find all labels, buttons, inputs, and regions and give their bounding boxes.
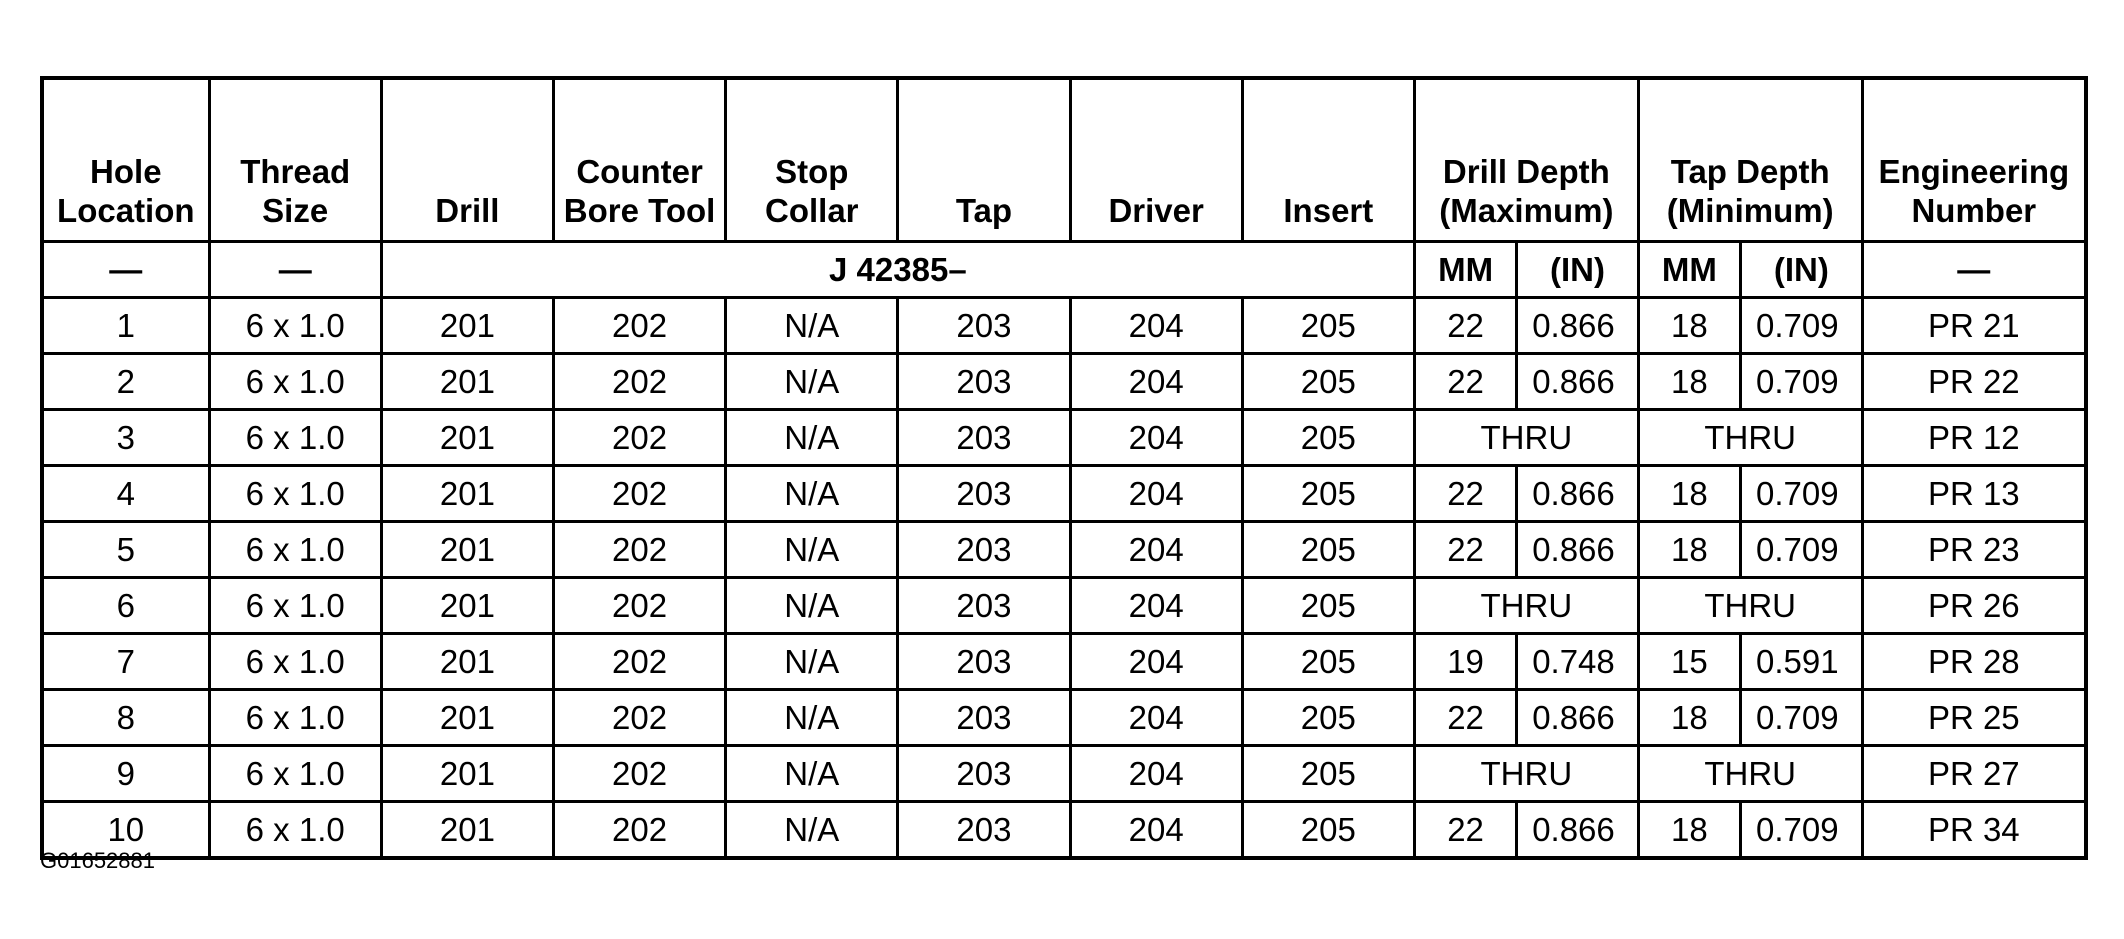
unit-thread-size: — [209, 242, 381, 298]
cell-driver: 204 [1070, 690, 1242, 746]
cell-tap-depth-in: 0.709 [1741, 690, 1863, 746]
table-row [42, 410, 2086, 466]
cell-insert: 205 [1242, 746, 1414, 802]
cell-hole-location: 5 [42, 522, 209, 578]
cell-tap-depth-mm: 18 [1638, 466, 1740, 522]
figure-id: G01652881 [40, 848, 155, 873]
cell-tap-depth-mm: 18 [1638, 354, 1740, 410]
cell-counter-bore-tool: 202 [553, 802, 725, 859]
cell-stop-collar: N/A [726, 746, 898, 802]
cell-tap-depth-thru: THRU [1638, 578, 1862, 634]
cell-tap: 203 [898, 634, 1070, 690]
cell-drill-depth-in: 0.866 [1517, 690, 1639, 746]
table-row [42, 802, 2086, 859]
cell-insert: 205 [1242, 578, 1414, 634]
cell-engineering-number: PR 28 [1862, 634, 2086, 690]
cell-hole-location: 6 [42, 578, 209, 634]
cell-counter-bore-tool: 202 [553, 690, 725, 746]
cell-counter-bore-tool: 202 [553, 578, 725, 634]
cell-drill-depth-in: 0.866 [1517, 522, 1639, 578]
cell-thread-size: 6 x 1.0 [209, 410, 381, 466]
cell-drill-depth-mm: 22 [1414, 802, 1516, 859]
cell-drill: 201 [381, 578, 553, 634]
table-row [42, 746, 2086, 802]
header-row [42, 78, 2086, 242]
cell-tap-depth-in: 0.709 [1741, 354, 1863, 410]
cell-insert: 205 [1242, 298, 1414, 354]
cell-drill-depth-in: 0.748 [1517, 634, 1639, 690]
header-counter-bore-tool: Counter Bore Tool [553, 78, 725, 242]
cell-engineering-number: PR 23 [1862, 522, 2086, 578]
cell-tap: 203 [898, 354, 1070, 410]
tool-number-prefix: J 42385– [381, 242, 1414, 298]
table-row [42, 634, 2086, 690]
table-row [42, 298, 2086, 354]
cell-tap-depth-mm: 15 [1638, 634, 1740, 690]
cell-stop-collar: N/A [726, 354, 898, 410]
unit-row [42, 242, 2086, 298]
unit-drill-in: (IN) [1517, 242, 1639, 298]
cell-tap: 203 [898, 746, 1070, 802]
cell-counter-bore-tool: 202 [553, 746, 725, 802]
cell-tap-depth-mm: 18 [1638, 298, 1740, 354]
cell-tap: 203 [898, 410, 1070, 466]
cell-drill-depth-mm: 22 [1414, 690, 1516, 746]
cell-tap-depth-in: 0.709 [1741, 466, 1863, 522]
header-insert: Insert [1242, 78, 1414, 242]
cell-tap-depth-in: 0.709 [1741, 298, 1863, 354]
header-drill-depth: Drill Depth (Maximum) [1414, 78, 1638, 242]
cell-tap-depth-in: 0.591 [1741, 634, 1863, 690]
cell-engineering-number: PR 21 [1862, 298, 2086, 354]
cell-engineering-number: PR 26 [1862, 578, 2086, 634]
cell-hole-location: 2 [42, 354, 209, 410]
cell-driver: 204 [1070, 634, 1242, 690]
cell-insert: 205 [1242, 802, 1414, 859]
cell-tap: 203 [898, 466, 1070, 522]
table-row [42, 690, 2086, 746]
cell-insert: 205 [1242, 410, 1414, 466]
cell-thread-size: 6 x 1.0 [209, 354, 381, 410]
cell-driver: 204 [1070, 466, 1242, 522]
cell-thread-size: 6 x 1.0 [209, 578, 381, 634]
cell-drill-depth-mm: 22 [1414, 354, 1516, 410]
header-drill: Drill [381, 78, 553, 242]
cell-hole-location: 1 [42, 298, 209, 354]
cell-engineering-number: PR 34 [1862, 802, 2086, 859]
cell-hole-location: 7 [42, 634, 209, 690]
cell-counter-bore-tool: 202 [553, 634, 725, 690]
cell-driver: 204 [1070, 522, 1242, 578]
cell-driver: 204 [1070, 578, 1242, 634]
cell-thread-size: 6 x 1.0 [209, 522, 381, 578]
cell-counter-bore-tool: 202 [553, 522, 725, 578]
cell-engineering-number: PR 25 [1862, 690, 2086, 746]
cell-drill: 201 [381, 802, 553, 859]
cell-driver: 204 [1070, 410, 1242, 466]
cell-insert: 205 [1242, 354, 1414, 410]
cell-drill: 201 [381, 746, 553, 802]
table-row [42, 466, 2086, 522]
cell-tap: 203 [898, 802, 1070, 859]
cell-drill: 201 [381, 634, 553, 690]
header-tap: Tap [898, 78, 1070, 242]
cell-stop-collar: N/A [726, 466, 898, 522]
cell-thread-size: 6 x 1.0 [209, 746, 381, 802]
cell-tap-depth-thru: THRU [1638, 746, 1862, 802]
header-hole-location: Hole Location [42, 78, 209, 242]
cell-drill-depth-mm: 19 [1414, 634, 1516, 690]
table-row [42, 522, 2086, 578]
cell-drill-depth-thru: THRU [1414, 410, 1638, 466]
cell-tap-depth-in: 0.709 [1741, 522, 1863, 578]
cell-tap: 203 [898, 522, 1070, 578]
cell-counter-bore-tool: 202 [553, 298, 725, 354]
cell-stop-collar: N/A [726, 578, 898, 634]
cell-stop-collar: N/A [726, 522, 898, 578]
cell-tap-depth-mm: 18 [1638, 690, 1740, 746]
cell-drill: 201 [381, 298, 553, 354]
cell-stop-collar: N/A [726, 690, 898, 746]
cell-hole-location: 9 [42, 746, 209, 802]
cell-thread-size: 6 x 1.0 [209, 802, 381, 859]
cell-driver: 204 [1070, 354, 1242, 410]
cell-stop-collar: N/A [726, 802, 898, 859]
header-engineering-number: Engineering Number [1862, 78, 2086, 242]
cell-stop-collar: N/A [726, 410, 898, 466]
cell-hole-location: 3 [42, 410, 209, 466]
cell-drill: 201 [381, 410, 553, 466]
cell-drill-depth-in: 0.866 [1517, 466, 1639, 522]
cell-driver: 204 [1070, 746, 1242, 802]
cell-drill-depth-thru: THRU [1414, 746, 1638, 802]
cell-insert: 205 [1242, 690, 1414, 746]
cell-tap: 203 [898, 690, 1070, 746]
cell-stop-collar: N/A [726, 634, 898, 690]
cell-hole-location: 4 [42, 466, 209, 522]
unit-drill-mm: MM [1414, 242, 1516, 298]
cell-thread-size: 6 x 1.0 [209, 466, 381, 522]
cell-counter-bore-tool: 202 [553, 466, 725, 522]
cell-hole-location: 10 [42, 802, 209, 859]
cell-tap-depth-in: 0.709 [1741, 802, 1863, 859]
unit-hole-location: — [42, 242, 209, 298]
cell-stop-collar: N/A [726, 298, 898, 354]
cell-drill: 201 [381, 354, 553, 410]
cell-tap-depth-mm: 18 [1638, 802, 1740, 859]
cell-drill-depth-in: 0.866 [1517, 298, 1639, 354]
tool-specification-table-container [40, 76, 2088, 860]
cell-drill-depth-in: 0.866 [1517, 354, 1639, 410]
cell-tap: 203 [898, 578, 1070, 634]
cell-drill-depth-mm: 22 [1414, 522, 1516, 578]
cell-insert: 205 [1242, 522, 1414, 578]
cell-thread-size: 6 x 1.0 [209, 690, 381, 746]
cell-thread-size: 6 x 1.0 [209, 298, 381, 354]
cell-insert: 205 [1242, 634, 1414, 690]
cell-drill-depth-mm: 22 [1414, 466, 1516, 522]
cell-engineering-number: PR 22 [1862, 354, 2086, 410]
header-stop-collar: Stop Collar [726, 78, 898, 242]
cell-driver: 204 [1070, 298, 1242, 354]
cell-engineering-number: PR 12 [1862, 410, 2086, 466]
cell-tap-depth-thru: THRU [1638, 410, 1862, 466]
cell-thread-size: 6 x 1.0 [209, 634, 381, 690]
cell-insert: 205 [1242, 466, 1414, 522]
cell-drill: 201 [381, 690, 553, 746]
unit-tap-mm: MM [1638, 242, 1740, 298]
unit-tap-in: (IN) [1741, 242, 1863, 298]
cell-drill-depth-in: 0.866 [1517, 802, 1639, 859]
tool-specification-table [40, 76, 2088, 860]
cell-tap-depth-mm: 18 [1638, 522, 1740, 578]
cell-hole-location: 8 [42, 690, 209, 746]
cell-engineering-number: PR 13 [1862, 466, 2086, 522]
table-row [42, 578, 2086, 634]
header-tap-depth: Tap Depth (Minimum) [1638, 78, 1862, 242]
cell-tap: 203 [898, 298, 1070, 354]
cell-drill: 201 [381, 522, 553, 578]
header-driver: Driver [1070, 78, 1242, 242]
table-row [42, 354, 2086, 410]
cell-counter-bore-tool: 202 [553, 354, 725, 410]
cell-drill-depth-thru: THRU [1414, 578, 1638, 634]
unit-engineering-number: — [1862, 242, 2086, 298]
header-thread-size: Thread Size [209, 78, 381, 242]
cell-drill: 201 [381, 466, 553, 522]
cell-counter-bore-tool: 202 [553, 410, 725, 466]
cell-engineering-number: PR 27 [1862, 746, 2086, 802]
cell-drill-depth-mm: 22 [1414, 298, 1516, 354]
cell-driver: 204 [1070, 802, 1242, 859]
